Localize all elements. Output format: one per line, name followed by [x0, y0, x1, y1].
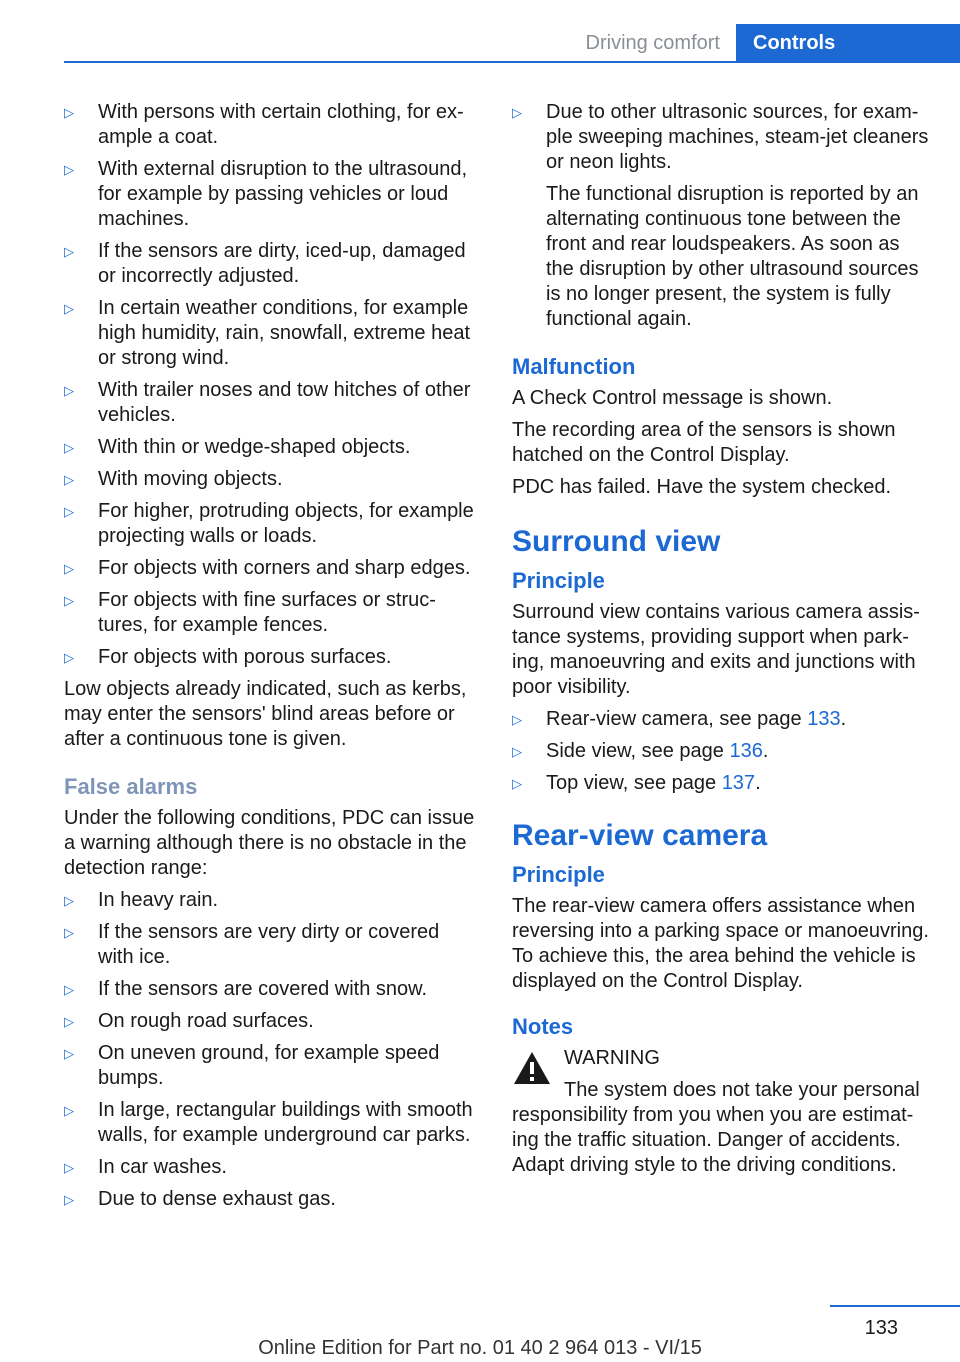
bullet-arrow-icon: ▷ [64, 593, 74, 608]
list-item: ▷ Top view, see page 137. [512, 772, 761, 794]
bullet-arrow-icon: ▷ [64, 162, 74, 177]
bullet-arrow-icon: ▷ [64, 650, 74, 665]
list-item: ▷ For objects with porous surfaces. [64, 646, 392, 668]
list-item: ▷ On rough road surfaces. [64, 1010, 314, 1032]
list-item: ▷ For higher, protruding objects, for example projecting walls or loads. [64, 500, 474, 547]
list-item: ▷ In certain weather conditions, for example high humidity, rain, snowfall, extreme heat or strong wind. [64, 297, 471, 369]
list-item: ▷ If the sensors are dirty, iced-up, damaged or incorrectly adjusted. [64, 240, 466, 287]
malfunction-heading: Malfunction [512, 354, 636, 379]
surround-principle-text: Surround view contains various camera assis‐tance systems, providing support when park‐ing, manoeuvring and exits and junctions with poor visibility. [512, 601, 920, 698]
surround-view-list [512, 707, 930, 796]
warning-triangle-icon [512, 1050, 552, 1086]
list-item: ▷ For objects with corners and sharp edges. [64, 557, 471, 579]
edition-footer: Online Edition for Part no. 01 40 2 964 013 - VI/15 [258, 1337, 702, 1359]
list-item: ▷ Rear-view camera, see page 133. [512, 708, 847, 730]
list-item: ▷ With persons with certain clothing, for ex‐ample a coat. [64, 101, 464, 148]
bullet-arrow-icon: ▷ [64, 561, 74, 576]
bullet-arrow-icon: ▷ [64, 301, 74, 316]
list-item: ▷ For objects with fine surfaces or struc‐tures, for example fences. [64, 589, 436, 636]
limitations-list [64, 100, 480, 670]
bullet-arrow-icon: ▷ [64, 1192, 74, 1207]
list-item: ▷ If the sensors are very dirty or covered with ice. [64, 921, 440, 968]
list-item: ▷ With external disruption to the ultrasound, for example by passing vehicles or loud machines. [64, 158, 468, 230]
list-item: ▷ On uneven ground, for example speed bumps. [64, 1042, 440, 1089]
malfunction-text-3: PDC has failed. Have the system checked. [512, 476, 892, 498]
notes-heading: Notes [512, 1014, 574, 1039]
warning-text: responsibility from you when you are estimat‐ing the traffic situation. Danger of accidents. Adapt driving style to the driving conditions. [512, 1104, 914, 1176]
ultrasonic-sources-list [512, 100, 930, 332]
false-alarms-list [64, 888, 480, 1212]
list-item-continuation: The functional disruption is reported by an alternating continuous tone between the front and rear loudspeakers. As soon as the disruption by other ultrasound sources is no longer present, the system is fully functional again. [546, 183, 919, 330]
list-item: ▷ With thin or wedge-shaped objects. [64, 436, 411, 458]
list-item: ▷ With trailer noses and tow hitches of other vehicles. [64, 379, 471, 426]
page-link-side-view[interactable]: 136 [729, 740, 763, 762]
false-alarms-heading: False alarms [64, 774, 198, 799]
blind-area-paragraph: Low objects already indicated, such as kerbs, may enter the sensors' blind areas before or after a continuous tone is given. [64, 678, 467, 750]
left-column [64, 100, 480, 1219]
bullet-arrow-icon: ▷ [64, 504, 74, 519]
rvc-principle-heading: Principle [512, 862, 605, 887]
list-item: ▷ If the sensors are covered with snow. [64, 978, 428, 1000]
bullet-arrow-icon: ▷ [64, 925, 74, 940]
page-link-rear-view-camera[interactable]: 133 [807, 708, 841, 730]
page-number: 133 [864, 1317, 898, 1339]
header-rule [64, 61, 960, 63]
list-item: ▷ In heavy rain. [64, 889, 219, 911]
bullet-arrow-icon: ▷ [64, 1160, 74, 1175]
right-column [512, 100, 930, 1185]
bullet-arrow-icon: ▷ [64, 1103, 74, 1118]
list-item: ▷ Due to other ultrasonic sources, for exam‐ple sweeping machines, steam-jet cleaners or neon lights. The functional disruption is reported by an alternating continuous tone between the front and rear loudspeakers. As soon as the disruption by other ultrasound sources is no longer present, the system is fully functional again. [512, 101, 929, 330]
page-link-top-view[interactable]: 137 [721, 772, 756, 794]
bullet-arrow-icon: ▷ [64, 383, 74, 398]
bullet-arrow-icon: ▷ [64, 244, 74, 259]
bullet-arrow-icon: ▷ [64, 982, 74, 997]
list-item: ▷ Side view, see page 136. [512, 740, 769, 762]
running-header-chapter: Controls [736, 24, 960, 62]
malfunction-text-1: A Check Control message is shown. [512, 387, 833, 409]
warning-label: WARNING [564, 1047, 660, 1069]
list-item: ▷ Due to dense exhaust gas. [64, 1188, 336, 1210]
surround-principle-heading: Principle [512, 568, 605, 593]
bullet-arrow-icon: ▷ [64, 1014, 74, 1029]
list-item: ▷ In large, rectangular buildings with smooth walls, for example underground car parks. [64, 1099, 473, 1146]
rvc-principle-text: The rear-view camera offers assistance when reversing into a parking space or manoeuvring. To achieve this, the area behind the vehicle is displayed on the Control Display. [512, 895, 929, 992]
bullet-arrow-icon: ▷ [64, 105, 74, 120]
bullet-arrow-icon: ▷ [512, 105, 522, 120]
warning-block [512, 1046, 930, 1178]
bullet-arrow-icon: ▷ [512, 744, 522, 759]
bullet-arrow-icon: ▷ [64, 440, 74, 455]
list-item: ▷ In car washes. [64, 1156, 227, 1178]
footer-rule [830, 1305, 960, 1307]
surround-view-heading: Surround view [512, 525, 721, 558]
bullet-arrow-icon: ▷ [64, 472, 74, 487]
rear-view-camera-heading: Rear-view camera [512, 819, 768, 852]
bullet-arrow-icon: ▷ [512, 776, 522, 791]
false-alarms-intro: Under the following conditions, PDC can issue a warning although there is no obstacle in the detection range: [64, 807, 475, 879]
running-header-section: Driving comfort [585, 32, 720, 54]
bullet-arrow-icon: ▷ [64, 893, 74, 908]
bullet-arrow-icon: ▷ [64, 1046, 74, 1061]
bullet-arrow-icon: ▷ [512, 712, 522, 727]
warning-text-first-line: The system does not take your personal [564, 1079, 920, 1101]
malfunction-text-2: The recording area of the sensors is shown hatched on the Control Display. [512, 419, 896, 466]
list-item: ▷ With moving objects. [64, 468, 283, 490]
